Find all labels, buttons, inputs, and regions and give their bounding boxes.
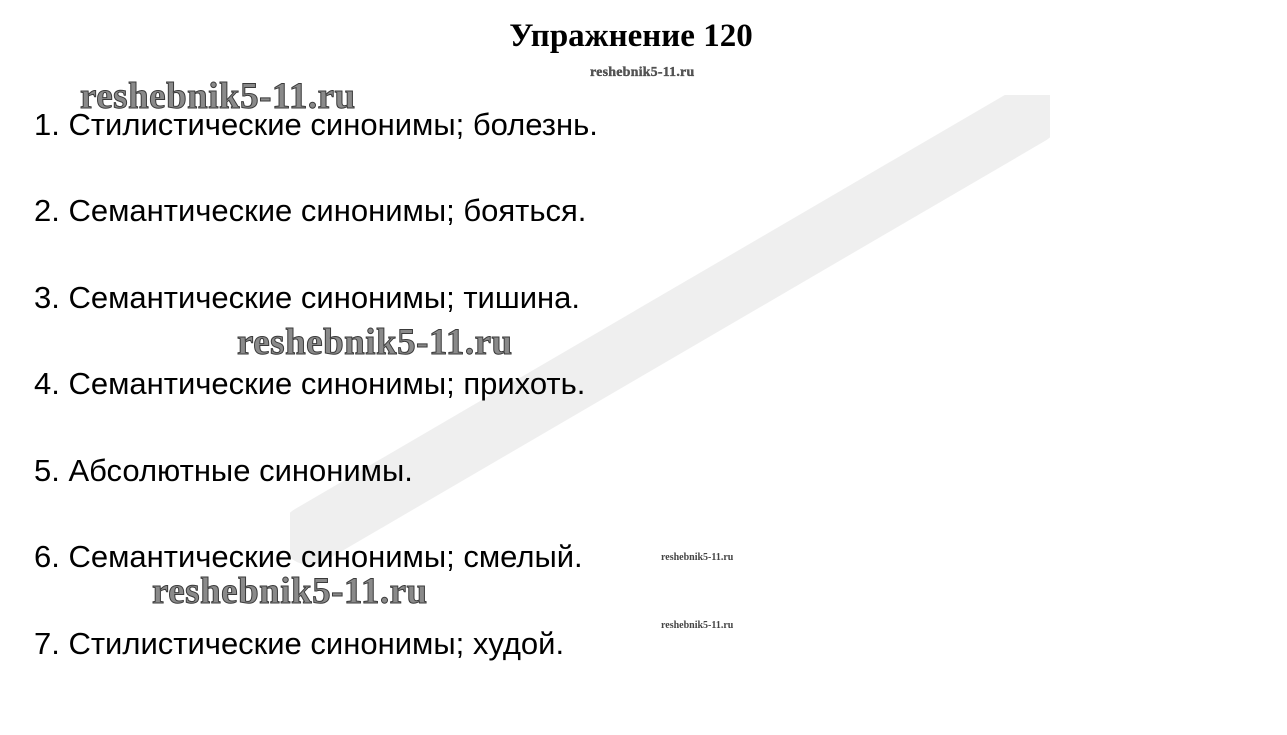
answer-item-5: 5. Абсолютные синонимы.: [34, 453, 413, 488]
watermark-logo: reshebnik5-11.ru: [152, 571, 428, 612]
answer-item-2: 2. Семантические синонимы; бояться.: [34, 193, 587, 228]
watermark-logo-small: reshebnik5-11.ru: [590, 65, 695, 80]
watermark-logo: reshebnik5-11.ru: [80, 76, 356, 117]
background-watermark-shape: [290, 95, 1050, 565]
answer-item-6: 6. Семантические синонимы; смелый.: [34, 539, 583, 574]
answer-item-3: 3. Семантические синонимы; тишина.: [34, 280, 581, 315]
answer-item-1: 1. Стилистические синонимы; болезнь.: [34, 107, 598, 142]
watermark-logo-tiny: reshebnik5-11.ru: [661, 552, 734, 563]
watermark-logo: reshebnik5-11.ru: [237, 322, 513, 363]
watermark-logo-tiny: reshebnik5-11.ru: [661, 620, 734, 631]
answer-item-4: 4. Семантические синонимы; прихоть.: [34, 366, 586, 401]
answer-item-7: 7. Стилистические синонимы; худой.: [34, 626, 565, 661]
exercise-title: Упражнение 120: [509, 18, 753, 54]
